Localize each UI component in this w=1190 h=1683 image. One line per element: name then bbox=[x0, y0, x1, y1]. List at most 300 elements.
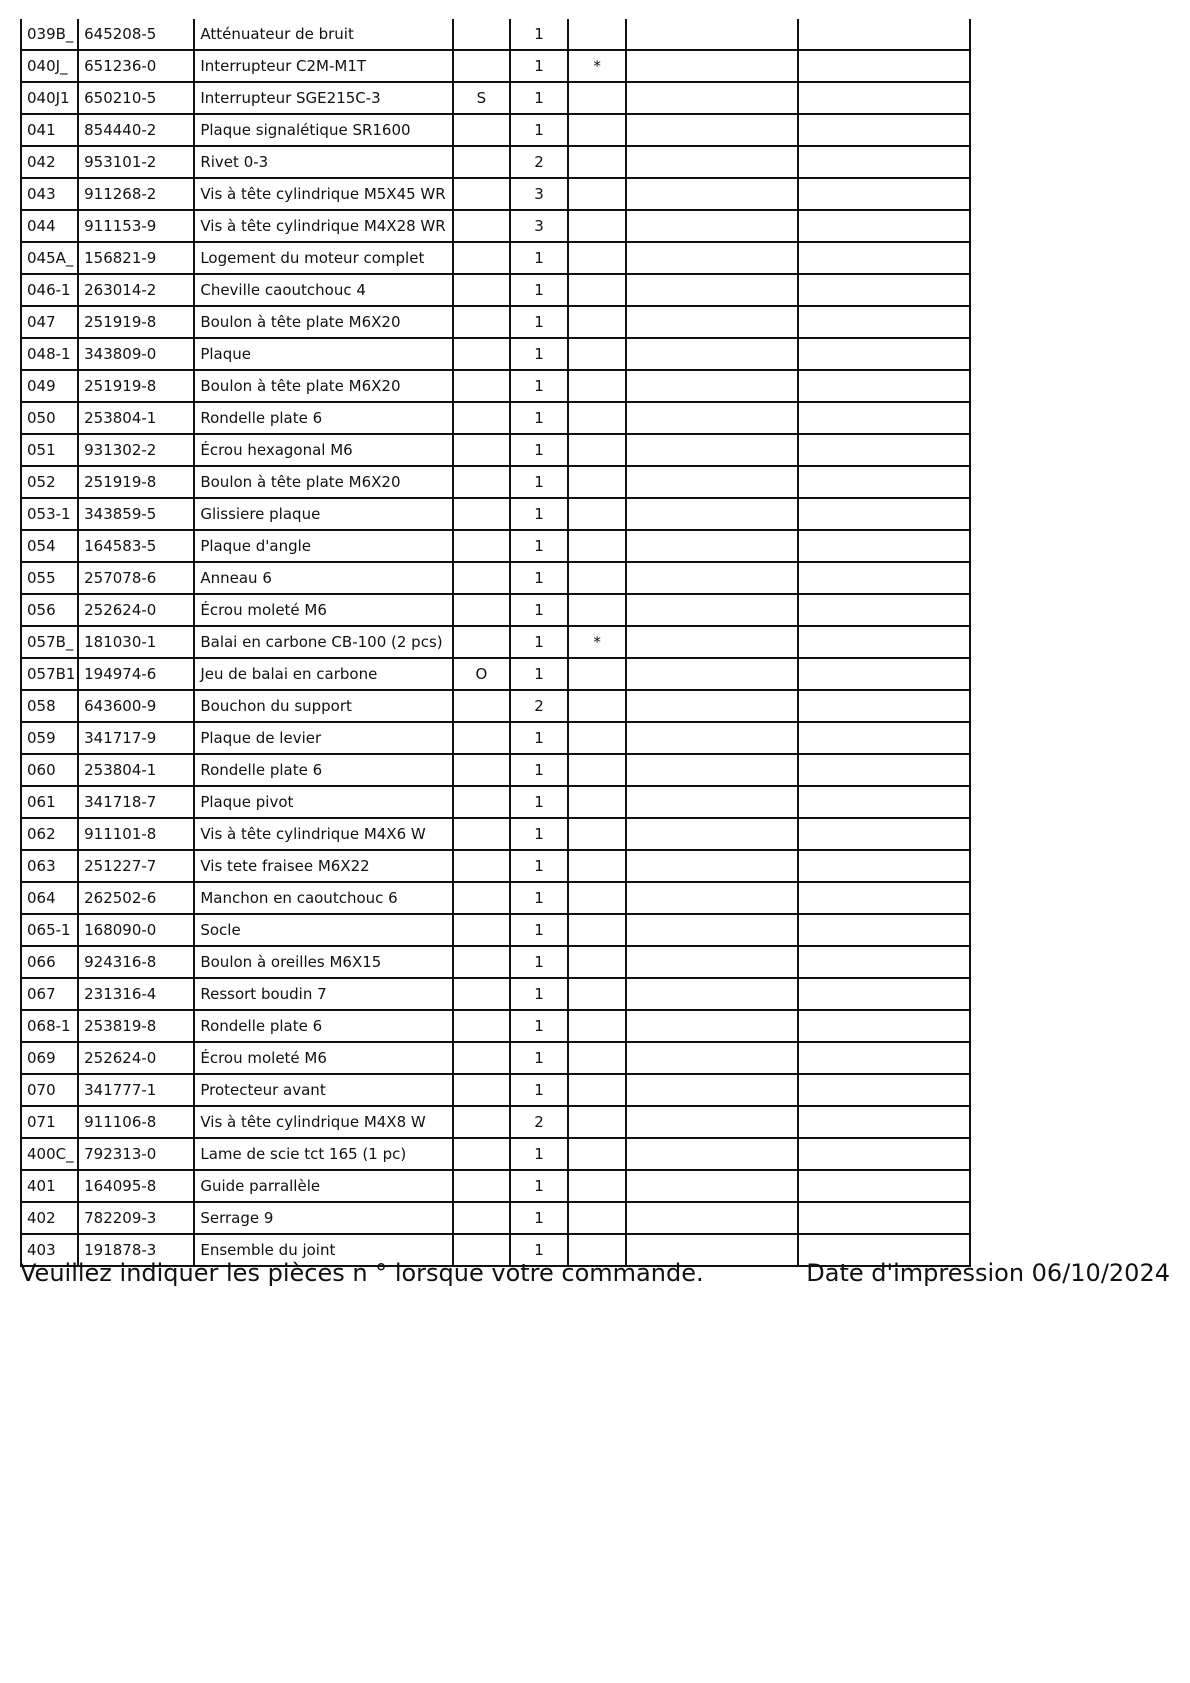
note-cell bbox=[453, 626, 510, 658]
note-cell bbox=[453, 370, 510, 402]
description-cell: Vis à tête cylindrique M4X8 W bbox=[194, 1106, 453, 1138]
part-number-cell: 191878-3 bbox=[78, 1234, 194, 1266]
item-number-cell: 044 bbox=[21, 210, 78, 242]
part-number-cell: 231316-4 bbox=[78, 978, 194, 1010]
blank-cell bbox=[626, 722, 797, 754]
part-number-cell: 253819-8 bbox=[78, 1010, 194, 1042]
quantity-cell: 1 bbox=[510, 626, 568, 658]
mark-cell bbox=[568, 178, 626, 210]
note-cell bbox=[453, 530, 510, 562]
quantity-cell: 3 bbox=[510, 178, 568, 210]
table-row bbox=[21, 434, 970, 466]
blank-cell bbox=[626, 754, 797, 786]
quantity-cell: 1 bbox=[510, 498, 568, 530]
item-number-cell: 050 bbox=[21, 402, 78, 434]
blank-cell bbox=[626, 1170, 797, 1202]
part-number-cell: 341717-9 bbox=[78, 722, 194, 754]
quantity-cell: 2 bbox=[510, 1106, 568, 1138]
part-number-cell: 251227-7 bbox=[78, 850, 194, 882]
description-cell: Plaque bbox=[194, 338, 453, 370]
table-row bbox=[21, 530, 970, 562]
item-number-cell: 045A_ bbox=[21, 242, 78, 274]
table-row bbox=[21, 818, 970, 850]
blank-cell bbox=[626, 1042, 797, 1074]
table-row bbox=[21, 1074, 970, 1106]
mark-cell bbox=[568, 338, 626, 370]
table-row bbox=[21, 658, 970, 690]
item-number-cell: 040J1 bbox=[21, 82, 78, 114]
blank-cell bbox=[798, 210, 970, 242]
item-number-cell: 057B1 bbox=[21, 658, 78, 690]
note-cell: O bbox=[453, 658, 510, 690]
blank-cell bbox=[798, 434, 970, 466]
blank-cell bbox=[626, 1074, 797, 1106]
mark-cell bbox=[568, 19, 626, 50]
quantity-cell: 1 bbox=[510, 562, 568, 594]
blank-cell bbox=[798, 1106, 970, 1138]
description-cell: Manchon en caoutchouc 6 bbox=[194, 882, 453, 914]
blank-cell bbox=[798, 306, 970, 338]
blank-cell bbox=[798, 498, 970, 530]
note-cell bbox=[453, 210, 510, 242]
mark-cell bbox=[568, 434, 626, 466]
blank-cell bbox=[626, 818, 797, 850]
table-row bbox=[21, 1042, 970, 1074]
mark-cell: * bbox=[568, 50, 626, 82]
mark-cell bbox=[568, 690, 626, 722]
blank-cell bbox=[626, 178, 797, 210]
part-number-cell: 341718-7 bbox=[78, 786, 194, 818]
blank-cell bbox=[798, 658, 970, 690]
quantity-cell: 1 bbox=[510, 50, 568, 82]
description-cell: Cheville caoutchouc 4 bbox=[194, 274, 453, 306]
blank-cell bbox=[798, 722, 970, 754]
table-row bbox=[21, 914, 970, 946]
table-row bbox=[21, 1202, 970, 1234]
item-number-cell: 051 bbox=[21, 434, 78, 466]
item-number-cell: 054 bbox=[21, 530, 78, 562]
blank-cell bbox=[798, 786, 970, 818]
mark-cell bbox=[568, 1106, 626, 1138]
item-number-cell: 070 bbox=[21, 1074, 78, 1106]
part-number-cell: 164583-5 bbox=[78, 530, 194, 562]
blank-cell bbox=[798, 1074, 970, 1106]
blank-cell bbox=[626, 306, 797, 338]
quantity-cell: 1 bbox=[510, 242, 568, 274]
blank-cell bbox=[798, 978, 970, 1010]
blank-cell bbox=[798, 274, 970, 306]
part-number-cell: 156821-9 bbox=[78, 242, 194, 274]
item-number-cell: 048-1 bbox=[21, 338, 78, 370]
quantity-cell: 1 bbox=[510, 594, 568, 626]
blank-cell bbox=[626, 402, 797, 434]
blank-cell bbox=[798, 1202, 970, 1234]
blank-cell bbox=[798, 882, 970, 914]
mark-cell bbox=[568, 786, 626, 818]
table-row bbox=[21, 1138, 970, 1170]
note-cell bbox=[453, 19, 510, 50]
part-number-cell: 251919-8 bbox=[78, 306, 194, 338]
part-number-cell: 953101-2 bbox=[78, 146, 194, 178]
quantity-cell: 1 bbox=[510, 754, 568, 786]
table-row bbox=[21, 498, 970, 530]
quantity-cell: 1 bbox=[510, 466, 568, 498]
note-cell bbox=[453, 1106, 510, 1138]
mark-cell bbox=[568, 882, 626, 914]
description-cell: Rivet 0-3 bbox=[194, 146, 453, 178]
description-cell: Interrupteur C2M-M1T bbox=[194, 50, 453, 82]
description-cell: Ensemble du joint bbox=[194, 1234, 453, 1266]
description-cell: Rondelle plate 6 bbox=[194, 754, 453, 786]
description-cell: Vis à tête cylindrique M4X28 WR bbox=[194, 210, 453, 242]
blank-cell bbox=[798, 690, 970, 722]
mark-cell bbox=[568, 818, 626, 850]
item-number-cell: 064 bbox=[21, 882, 78, 914]
blank-cell bbox=[626, 338, 797, 370]
note-cell bbox=[453, 146, 510, 178]
part-number-cell: 911101-8 bbox=[78, 818, 194, 850]
note-cell bbox=[453, 594, 510, 626]
description-cell: Plaque d'angle bbox=[194, 530, 453, 562]
note-cell bbox=[453, 1010, 510, 1042]
note-cell bbox=[453, 914, 510, 946]
blank-cell bbox=[798, 946, 970, 978]
item-number-cell: 058 bbox=[21, 690, 78, 722]
blank-cell bbox=[626, 114, 797, 146]
quantity-cell: 1 bbox=[510, 914, 568, 946]
blank-cell bbox=[798, 594, 970, 626]
item-number-cell: 049 bbox=[21, 370, 78, 402]
table-row bbox=[21, 1170, 970, 1202]
item-number-cell: 046-1 bbox=[21, 274, 78, 306]
description-cell: Ressort boudin 7 bbox=[194, 978, 453, 1010]
blank-cell bbox=[798, 178, 970, 210]
quantity-cell: 1 bbox=[510, 82, 568, 114]
description-cell: Rondelle plate 6 bbox=[194, 1010, 453, 1042]
blank-cell bbox=[798, 1010, 970, 1042]
description-cell: Plaque pivot bbox=[194, 786, 453, 818]
blank-cell bbox=[626, 626, 797, 658]
description-cell: Boulon à tête plate M6X20 bbox=[194, 306, 453, 338]
quantity-cell: 1 bbox=[510, 1010, 568, 1042]
blank-cell bbox=[626, 658, 797, 690]
mark-cell bbox=[568, 1042, 626, 1074]
mark-cell bbox=[568, 978, 626, 1010]
quantity-cell: 1 bbox=[510, 434, 568, 466]
item-number-cell: 060 bbox=[21, 754, 78, 786]
note-cell bbox=[453, 1170, 510, 1202]
quantity-cell: 1 bbox=[510, 1042, 568, 1074]
blank-cell bbox=[626, 1010, 797, 1042]
quantity-cell: 1 bbox=[510, 658, 568, 690]
blank-cell bbox=[626, 210, 797, 242]
blank-cell bbox=[626, 82, 797, 114]
blank-cell bbox=[626, 370, 797, 402]
blank-cell bbox=[626, 690, 797, 722]
table-row bbox=[21, 1106, 970, 1138]
description-cell: Socle bbox=[194, 914, 453, 946]
description-cell: Écrou hexagonal M6 bbox=[194, 434, 453, 466]
blank-cell bbox=[798, 466, 970, 498]
table-row bbox=[21, 1010, 970, 1042]
part-number-cell: 650210-5 bbox=[78, 82, 194, 114]
part-number-cell: 792313-0 bbox=[78, 1138, 194, 1170]
note-cell bbox=[453, 818, 510, 850]
blank-cell bbox=[626, 850, 797, 882]
description-cell: Bouchon du support bbox=[194, 690, 453, 722]
note-cell bbox=[453, 498, 510, 530]
note-cell bbox=[453, 402, 510, 434]
mark-cell: * bbox=[568, 626, 626, 658]
blank-cell bbox=[626, 498, 797, 530]
mark-cell bbox=[568, 274, 626, 306]
quantity-cell: 1 bbox=[510, 1234, 568, 1266]
description-cell: Glissiere plaque bbox=[194, 498, 453, 530]
description-cell: Vis à tête cylindrique M5X45 WR bbox=[194, 178, 453, 210]
item-number-cell: 047 bbox=[21, 306, 78, 338]
blank-cell bbox=[626, 946, 797, 978]
note-cell bbox=[453, 978, 510, 1010]
blank-cell bbox=[626, 1202, 797, 1234]
note-cell bbox=[453, 242, 510, 274]
part-number-cell: 645208-5 bbox=[78, 19, 194, 50]
description-cell: Logement du moteur complet bbox=[194, 242, 453, 274]
note-cell bbox=[453, 946, 510, 978]
table-row bbox=[21, 370, 970, 402]
item-number-cell: 403 bbox=[21, 1234, 78, 1266]
item-number-cell: 059 bbox=[21, 722, 78, 754]
note-cell bbox=[453, 466, 510, 498]
note-cell bbox=[453, 114, 510, 146]
item-number-cell: 071 bbox=[21, 1106, 78, 1138]
blank-cell bbox=[626, 466, 797, 498]
blank-cell bbox=[798, 1138, 970, 1170]
description-cell: Vis à tête cylindrique M4X6 W bbox=[194, 818, 453, 850]
mark-cell bbox=[568, 1138, 626, 1170]
table-row bbox=[21, 850, 970, 882]
blank-cell bbox=[798, 114, 970, 146]
table-row bbox=[21, 19, 970, 50]
note-cell bbox=[453, 562, 510, 594]
item-number-cell: 065-1 bbox=[21, 914, 78, 946]
blank-cell bbox=[626, 594, 797, 626]
description-cell: Boulon à tête plate M6X20 bbox=[194, 370, 453, 402]
quantity-cell: 1 bbox=[510, 850, 568, 882]
blank-cell bbox=[798, 50, 970, 82]
blank-cell bbox=[798, 82, 970, 114]
note-cell bbox=[453, 306, 510, 338]
blank-cell bbox=[626, 434, 797, 466]
parts-list-table bbox=[20, 19, 971, 1267]
part-number-cell: 194974-6 bbox=[78, 658, 194, 690]
quantity-cell: 1 bbox=[510, 1138, 568, 1170]
item-number-cell: 062 bbox=[21, 818, 78, 850]
blank-cell bbox=[626, 562, 797, 594]
mark-cell bbox=[568, 530, 626, 562]
quantity-cell: 1 bbox=[510, 19, 568, 50]
part-number-cell: 782209-3 bbox=[78, 1202, 194, 1234]
part-number-cell: 253804-1 bbox=[78, 754, 194, 786]
description-cell: Plaque signalétique SR1600 bbox=[194, 114, 453, 146]
description-cell: Vis tete fraisee M6X22 bbox=[194, 850, 453, 882]
quantity-cell: 1 bbox=[510, 306, 568, 338]
table-row bbox=[21, 178, 970, 210]
part-number-cell: 931302-2 bbox=[78, 434, 194, 466]
blank-cell bbox=[626, 882, 797, 914]
table-row bbox=[21, 306, 970, 338]
quantity-cell: 2 bbox=[510, 690, 568, 722]
order-instruction-note: Veuillez indiquer les pièces n ° lorsque votre commande. bbox=[20, 1259, 704, 1287]
blank-cell bbox=[798, 19, 970, 50]
blank-cell bbox=[798, 338, 970, 370]
part-number-cell: 911268-2 bbox=[78, 178, 194, 210]
quantity-cell: 1 bbox=[510, 946, 568, 978]
description-cell: Écrou moleté M6 bbox=[194, 1042, 453, 1074]
item-number-cell: 066 bbox=[21, 946, 78, 978]
table-row bbox=[21, 338, 970, 370]
item-number-cell: 068-1 bbox=[21, 1010, 78, 1042]
mark-cell bbox=[568, 1010, 626, 1042]
item-number-cell: 056 bbox=[21, 594, 78, 626]
part-number-cell: 164095-8 bbox=[78, 1170, 194, 1202]
description-cell: Boulon à oreilles M6X15 bbox=[194, 946, 453, 978]
table-row bbox=[21, 882, 970, 914]
item-number-cell: 401 bbox=[21, 1170, 78, 1202]
blank-cell bbox=[626, 1106, 797, 1138]
item-number-cell: 069 bbox=[21, 1042, 78, 1074]
blank-cell bbox=[626, 146, 797, 178]
description-cell: Guide parrallèle bbox=[194, 1170, 453, 1202]
mark-cell bbox=[568, 82, 626, 114]
quantity-cell: 1 bbox=[510, 882, 568, 914]
blank-cell bbox=[626, 978, 797, 1010]
mark-cell bbox=[568, 594, 626, 626]
part-number-cell: 911106-8 bbox=[78, 1106, 194, 1138]
blank-cell bbox=[798, 562, 970, 594]
mark-cell bbox=[568, 466, 626, 498]
mark-cell bbox=[568, 946, 626, 978]
blank-cell bbox=[798, 402, 970, 434]
mark-cell bbox=[568, 306, 626, 338]
item-number-cell: 042 bbox=[21, 146, 78, 178]
part-number-cell: 343809-0 bbox=[78, 338, 194, 370]
description-cell: Écrou moleté M6 bbox=[194, 594, 453, 626]
description-cell: Protecteur avant bbox=[194, 1074, 453, 1106]
mark-cell bbox=[568, 722, 626, 754]
table-row bbox=[21, 210, 970, 242]
blank-cell bbox=[798, 146, 970, 178]
quantity-cell: 1 bbox=[510, 978, 568, 1010]
mark-cell bbox=[568, 370, 626, 402]
table-row bbox=[21, 786, 970, 818]
item-number-cell: 041 bbox=[21, 114, 78, 146]
part-number-cell: 341777-1 bbox=[78, 1074, 194, 1106]
mark-cell bbox=[568, 498, 626, 530]
item-number-cell: 043 bbox=[21, 178, 78, 210]
blank-cell bbox=[626, 914, 797, 946]
part-number-cell: 924316-8 bbox=[78, 946, 194, 978]
blank-cell bbox=[626, 786, 797, 818]
blank-cell bbox=[798, 530, 970, 562]
blank-cell bbox=[626, 530, 797, 562]
table-row bbox=[21, 146, 970, 178]
part-number-cell: 257078-6 bbox=[78, 562, 194, 594]
note-cell bbox=[453, 850, 510, 882]
part-number-cell: 168090-0 bbox=[78, 914, 194, 946]
table-row bbox=[21, 82, 970, 114]
description-cell: Rondelle plate 6 bbox=[194, 402, 453, 434]
part-number-cell: 263014-2 bbox=[78, 274, 194, 306]
mark-cell bbox=[568, 146, 626, 178]
table-row bbox=[21, 402, 970, 434]
table-row bbox=[21, 274, 970, 306]
part-number-cell: 343859-5 bbox=[78, 498, 194, 530]
table-row bbox=[21, 722, 970, 754]
table-row bbox=[21, 466, 970, 498]
blank-cell bbox=[626, 19, 797, 50]
note-cell bbox=[453, 754, 510, 786]
description-cell: Jeu de balai en carbone bbox=[194, 658, 453, 690]
note-cell bbox=[453, 1074, 510, 1106]
quantity-cell: 1 bbox=[510, 370, 568, 402]
description-cell: Boulon à tête plate M6X20 bbox=[194, 466, 453, 498]
quantity-cell: 1 bbox=[510, 722, 568, 754]
quantity-cell: 2 bbox=[510, 146, 568, 178]
quantity-cell: 1 bbox=[510, 1170, 568, 1202]
blank-cell bbox=[798, 850, 970, 882]
description-cell: Anneau 6 bbox=[194, 562, 453, 594]
blank-cell bbox=[626, 242, 797, 274]
note-cell: S bbox=[453, 82, 510, 114]
item-number-cell: 040J_ bbox=[21, 50, 78, 82]
quantity-cell: 1 bbox=[510, 114, 568, 146]
mark-cell bbox=[568, 658, 626, 690]
blank-cell bbox=[798, 914, 970, 946]
part-number-cell: 253804-1 bbox=[78, 402, 194, 434]
note-cell bbox=[453, 786, 510, 818]
mark-cell bbox=[568, 562, 626, 594]
part-number-cell: 251919-8 bbox=[78, 466, 194, 498]
item-number-cell: 057B_ bbox=[21, 626, 78, 658]
mark-cell bbox=[568, 402, 626, 434]
description-cell: Interrupteur SGE215C-3 bbox=[194, 82, 453, 114]
note-cell bbox=[453, 1138, 510, 1170]
mark-cell bbox=[568, 210, 626, 242]
description-cell: Serrage 9 bbox=[194, 1202, 453, 1234]
part-number-cell: 643600-9 bbox=[78, 690, 194, 722]
note-cell bbox=[453, 274, 510, 306]
description-cell: Plaque de levier bbox=[194, 722, 453, 754]
item-number-cell: 400C_ bbox=[21, 1138, 78, 1170]
blank-cell bbox=[798, 626, 970, 658]
table-row bbox=[21, 946, 970, 978]
item-number-cell: 067 bbox=[21, 978, 78, 1010]
part-number-cell: 252624-0 bbox=[78, 1042, 194, 1074]
blank-cell bbox=[798, 1042, 970, 1074]
item-number-cell: 053-1 bbox=[21, 498, 78, 530]
table-row bbox=[21, 594, 970, 626]
part-number-cell: 252624-0 bbox=[78, 594, 194, 626]
mark-cell bbox=[568, 242, 626, 274]
table-row bbox=[21, 978, 970, 1010]
table-row bbox=[21, 690, 970, 722]
table-row bbox=[21, 562, 970, 594]
note-cell bbox=[453, 50, 510, 82]
note-cell bbox=[453, 722, 510, 754]
description-cell: Lame de scie tct 165 (1 pc) bbox=[194, 1138, 453, 1170]
item-number-cell: 052 bbox=[21, 466, 78, 498]
quantity-cell: 1 bbox=[510, 786, 568, 818]
